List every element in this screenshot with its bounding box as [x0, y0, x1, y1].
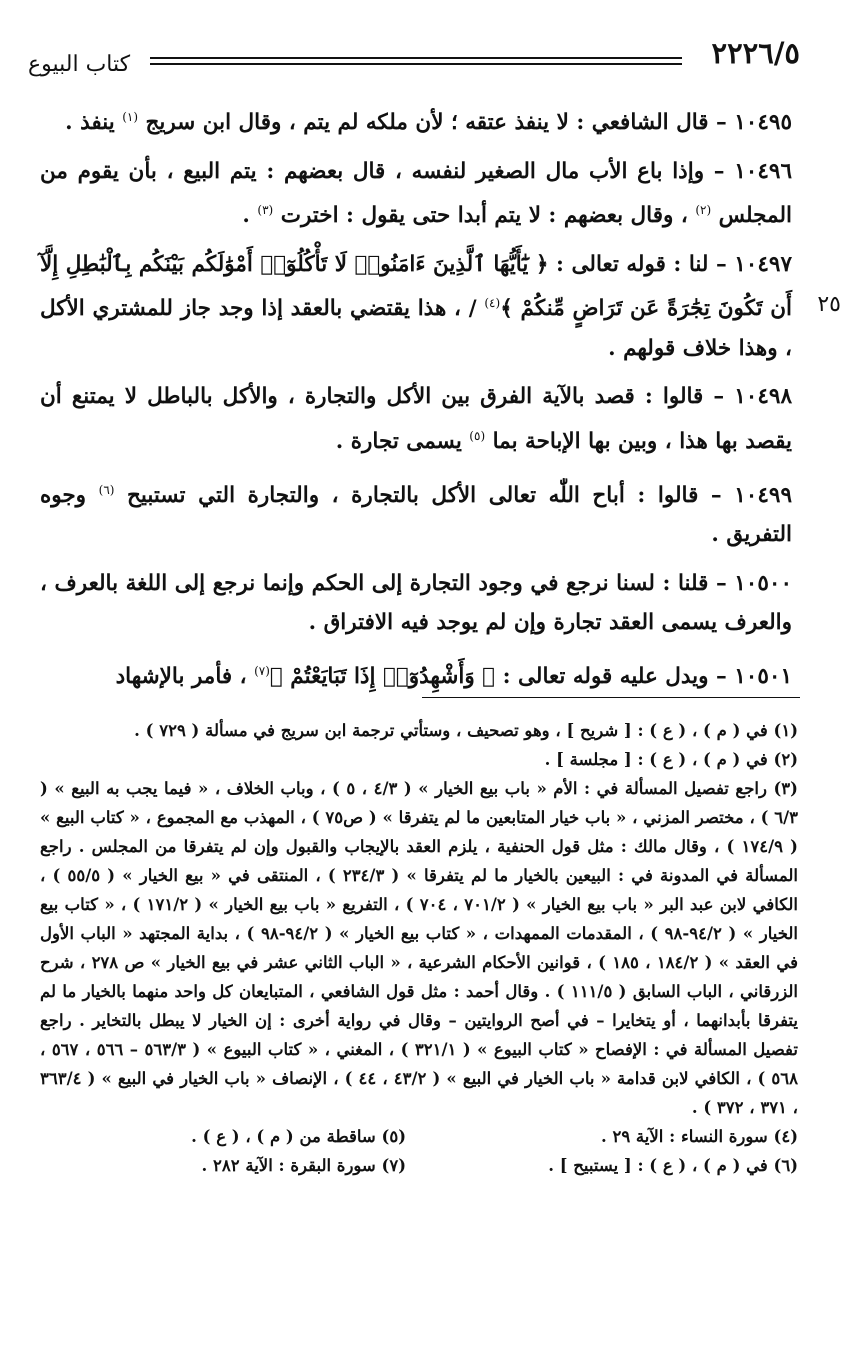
page-header [28, 36, 800, 86]
paragraph-number: ١٠٥٠٠ [734, 570, 792, 596]
footnote: (٥) ساقطة من ( م ) ، ( ع ) . [191, 1127, 406, 1146]
paragraph-number: ١٠٤٩٦ [734, 158, 792, 184]
paragraph-text: – قالوا : قصد بالآية الفرق بين الأكل والتجارة ، والأكل بالباطل لا يمتنع أن يقصد بها هذا ، وبين بها الإباحة بما [40, 384, 792, 455]
footnote-row [40, 1122, 798, 1151]
paragraph-text: ينفذ . [65, 110, 123, 136]
paragraph-text: / ، هذا يقتضي بالعقد إذا وجد جاز للمشتري الأكل ، وهذا خلاف قولهم . [40, 296, 792, 361]
footnote-ref[interactable]: (٧) [254, 663, 270, 678]
paragraph-text: – ويدل عليه قوله تعالى : [495, 663, 735, 689]
paragraph-number: ١٠٥٠١ [734, 663, 792, 689]
paragraph-text: يسمى تجارة . [335, 429, 470, 455]
footnotes [40, 716, 798, 1180]
paragraph-number: ١٠٤٩٥ [734, 110, 792, 136]
paragraph-text: ، وقال بعضهم : لا يتم أبدا حتى يقول : اخترت [273, 203, 696, 229]
footnote: (٧) سورة البقرة : الآية ٢٨٢ . [201, 1156, 406, 1175]
paragraph-text: – قالوا : أباح اللّٰه تعالى الأكل بالتجارة ، والتجارة التي تستبيح [114, 482, 735, 508]
footnote: (٦) في ( م ) ، ( ع ) : [ يستبيح ] . [548, 1156, 798, 1175]
header-rule-top [150, 57, 682, 59]
paragraph-text: – وإذا باع الأب مال الصغير لنفسه ، قال بعضهم : يتم البيع ، بأن يقوم من المجلس [40, 158, 792, 229]
running-title: كتاب البيوع [28, 52, 131, 77]
footnote: (٣) راجع تفصيل المسألة في : الأم « باب بيع الخيار » ( ٤/٣ ، ٥ ) ، وباب الخلاف ، « فيما يجب به البيع » ( ٦/٣ ) ، مختصر المزني ، « باب خيار المتابعين ما لم يتفرقا » ( ص٧٥ ) ، المهذب مع المجموع ، « كتاب البيع » ( ١٧٤/٩ ) ، وقال مالك : مثل قول الحنفية ، يلزم العقد بالإيجاب والقبول وإن لم يتفرقا من المجلس . راجع المسألة في المدونة في : البيعين بالخيار ما لم يتفرقا » ( ٢٣٤/٣ ) ، المنتقى في « بيع الخيار » ( ٥٥/٥ ) ، الكافي لابن عبد البر « باب بيع الخيار » ( ٧٠١/٢ ، ٧٠٤ ) ، التفريع « باب بيع الخيار » ( ١٧١/٢ ) ، « كتاب بيع الخيار » ( ٩٤/٢-٩٨ ) ، المقدمات الممهدات ، « كتاب بيع الخيار » ( ٩٤/٢-٩٨ ) ، بداية المجتهد « الباب الأول في العقد » ( ١٨٤/٢ ، ١٨٥ ) ، قوانين الأحكام الشرعية ، « الباب الثاني عشر في بيع الخيار » ص ٢٧٨ ، شرح الزرقاني ، الباب السابق ( ١١١/٥ ) . وقال أحمد : مثل قول الشافعي ، المتبايعان كل واحد منهما بالخيار ما لم يتفرقا بأبدانهما ، أو يتخايرا – في أصح الروايتين – وقال في رواية أخرى : إن الخيار لا يبطل بالتخاير . راجع تفصيل المسألة في : الإفصاح « كتاب البيوع » ( ٣٢١/١ ) ، المغني ، « كتاب البيوع » ( ٥٦٣/٣ – ٥٦٦ ، ٥٦٧ ، ٥٦٨ ) ، الكافي لابن قدامة « باب الخيار في البيع » ( ٤٣/٢ ، ٤٤ ) ، الإنصاف « باب الخيار في البيع » ( ٣٦٣/٤ ، ٣٧١ ، ٣٧٢ ) . [40, 779, 798, 1117]
footnote: (٢) في ( م ) ، ( ع ) : [ مجلسة ] . [544, 750, 798, 769]
paragraph [40, 652, 792, 697]
paragraph-text: . [242, 203, 258, 229]
paragraph [40, 152, 792, 236]
footnote: (٤) سورة النساء : الآية ٢٩ . [600, 1127, 798, 1146]
paragraph-text: – قلنا : لسنا نرجع في وجود التجارة إلى الحكم وإنما نرجع إلى اللغة بالعرف ، والعرف يسمى العقد تجارة وإن لم يوجد فيه الافتراق . [40, 570, 792, 636]
paragraph-text: – لنا : قوله تعالى : [548, 251, 735, 277]
footnote-ref[interactable]: (٤) [484, 296, 501, 311]
footnote-row [40, 1151, 798, 1180]
paragraph-text: وجوه التفريق . [40, 482, 792, 548]
header-rule-bottom [150, 63, 682, 65]
paragraph [40, 377, 792, 461]
footnote-ref[interactable]: (٥) [469, 428, 486, 443]
footnote-ref[interactable]: (٦) [98, 482, 115, 497]
footnote-ref[interactable]: (٢) [695, 203, 712, 218]
page-number: ٢٢٢٦/٥ [711, 36, 800, 70]
quran-verse: ﴿ يَٰٓأَيُّهَا ٱلَّذِينَ ءَامَنُوا۟ لَا تَأْكُلُوٓا۟ أَمْوَٰلَكُم بَيْنَكُم بِٱلْبَٰطِلِ إِلَّآ أَن تَكُونَ تِجَٰرَةً عَن تَرَاضٍ مِّنكُمْ ﴾ [40, 251, 792, 322]
quran-verse: ﴿ وَأَشْهِدُوٓا۟ إِذَا تَبَايَعْتُمْ ﴾ [269, 663, 496, 689]
margin-page-marker: ٢٥ [817, 292, 841, 317]
paragraph-number: ١٠٤٩٩ [734, 482, 792, 508]
paragraph [40, 471, 792, 555]
footnote-ref[interactable]: (١) [122, 110, 139, 124]
paragraph-text: – قال الشافعي : لا ينفذ عتقه ؛ لأن ملكه لم يتم ، وقال ابن سريج [138, 110, 735, 136]
paragraph-number: ١٠٤٩٨ [734, 384, 792, 410]
paragraph [40, 98, 792, 143]
paragraph-text: ، فأمر بالإشهاد [115, 663, 255, 689]
paragraph-number: ١٠٤٩٧ [734, 251, 792, 277]
paragraph [40, 564, 792, 643]
main-text [40, 98, 792, 705]
paragraph [40, 245, 792, 369]
footnote-separator [422, 697, 800, 698]
footnote-ref[interactable]: (٣) [257, 203, 274, 218]
footnote: (١) في ( م ) ، ( ع ) : [ شريح ] ، وهو تصحيف ، وستأتي ترجمة ابن سريج في مسألة ( ٧٢٩ ) . [134, 721, 798, 740]
